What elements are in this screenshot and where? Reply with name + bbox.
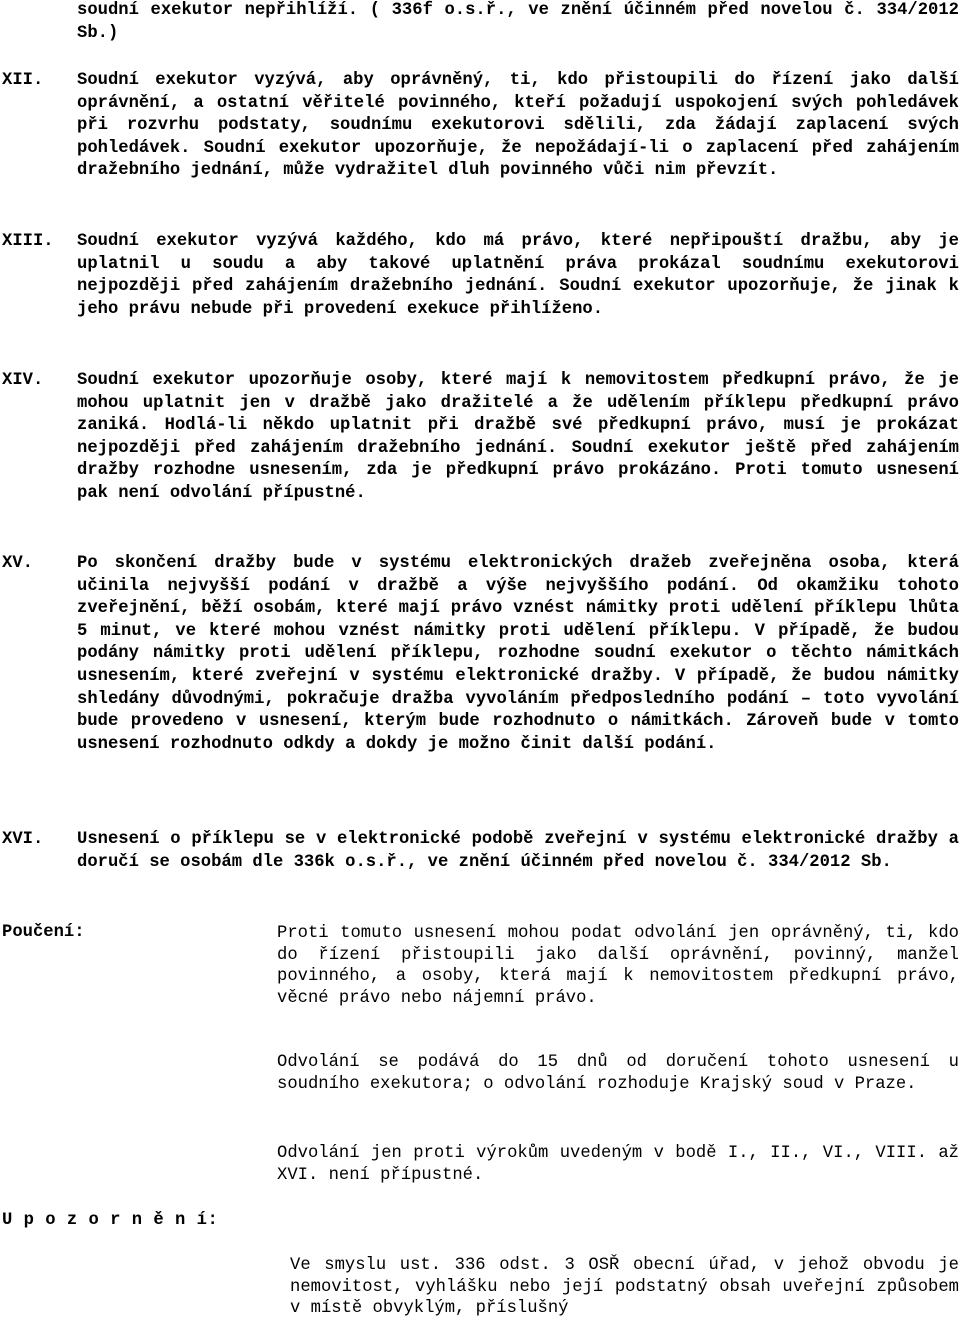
section-text-xii: Soudní exekutor vyzývá, aby oprávněný, ti, kdo přistoupili do řízení jako další oprávnění, a ostatní věřitelé povinného, kteří požadují uspokojení svých pohledávek při rozvrhu podstaty, soudnímu exekutorovi sdělili, zda žádají zaplacení svých pohledávek. Soudní exekutor upozorňuje, že nepožádají-li o zaplacení před zahájením dražebního jednání, může vydražitel dluh povinného vůči nim převzít. [77, 71, 959, 181]
pouceni-paragraph-1: Proti tomuto usnesení mohou podat odvolání jen oprávněný, ti, kdo do řízení přistoupili jako další oprávnění, povinný, manžel povinného, a osoby, která mají k nemovitostem předkupní právo, věcné právo nebo nájemní právo. [277, 924, 959, 1008]
section-number-xv: XV. [2, 554, 33, 573]
pouceni-label: Poučení: [2, 923, 85, 942]
pouceni-paragraph-3: Odvolání jen proti výrokům uvedeným v bodě I., II., VI., VIII. až XVI. není přípustné. [277, 1144, 959, 1185]
section-number-xiv: XIV. [2, 371, 44, 390]
section-number-xvi: XVI. [2, 830, 44, 849]
section-text-xiii: Soudní exekutor vyzývá každého, kdo má právo, které nepřipouští dražbu, aby je uplatnil u soudu a aby takové uplatnění práva prokázal soudnímu exekutorovi nejpozději před zahájením dražebního jednání. Soudní exekutor upozorňuje, že jinak k jeho právu nebude při provedení exekuce přihlíženo. [77, 232, 959, 319]
section-text-xv: Po skončení dražby bude v systému elektronických dražeb zveřejněna osoba, která učinila nejvyšší podání v dražbě a výše nejvyššího podání. Od okamžiku tohoto zveřejnění, běží osobám, které mají právo vznést námitky proti udělení příklepu lhůta 5 minut, ve které mohou vznést námitky proti udělení příklepu. V případě, že budou podány námitky proti udělení příklepu, rozhodne soudní exekutor o těchto námitkách usnesením, které zveřejní v systému elektronické dražby. V případě, že budou námitky shledány důvodnými, pokračuje dražba vyvoláním předposledního podání – toto vyvolání bude provedeno v usnesení, kterým bude rozhodnuto o námitkách. Zároveň bude v tomto usnesení rozhodnuto odkdy a dokdy je možno činit další podání. [77, 554, 959, 754]
section-text-xiv: Soudní exekutor upozorňuje osoby, které mají k nemovitostem předkupní právo, že je mohou uplatnit jen v dražbě jako dražitelé a že udělením příklepu předkupní právo zaniká. Hodlá-li někdo uplatnit při dražbě své předkupní právo, musí je prokázat nejpozději před zahájením dražebního jednání. Soudní exekutor ještě před zahájením dražby rozhodne usnesením, zda je předkupní právo prokázáno. Proti tomuto usnesení pak není odvolání přípustné. [77, 371, 959, 503]
intro-paragraph: soudní exekutor nepřihlíží. ( 336f o.s.ř., ve znění účinném před novelou č. 334/2012 Sb.) [77, 1, 959, 43]
pouceni-paragraph-2: Odvolání se podává do 15 dnů od doručení tohoto usnesení u soudního exekutora; o odvolání rozhoduje Krajský soud v Praze. [277, 1053, 959, 1094]
section-number-xiii: XIII. [2, 232, 54, 251]
section-number-xii: XII. [2, 71, 44, 90]
upozorneni-text: Ve smyslu ust. 336 odst. 3 OSŘ obecní úřad, v jehož obvodu je nemovitost, vyhlášku nebo její podstatný obsah uveřejní způsobem v místě obvyklým, příslušný [290, 1256, 959, 1318]
upozorneni-label: U p o z o r n ě n í: [2, 1211, 219, 1230]
section-text-xvi: Usnesení o příklepu se v elektronické podobě zveřejní v systému elektronické dražby a doručí se osobám dle 336k o.s.ř., ve znění účinném před novelou č. 334/2012 Sb. [77, 830, 959, 872]
